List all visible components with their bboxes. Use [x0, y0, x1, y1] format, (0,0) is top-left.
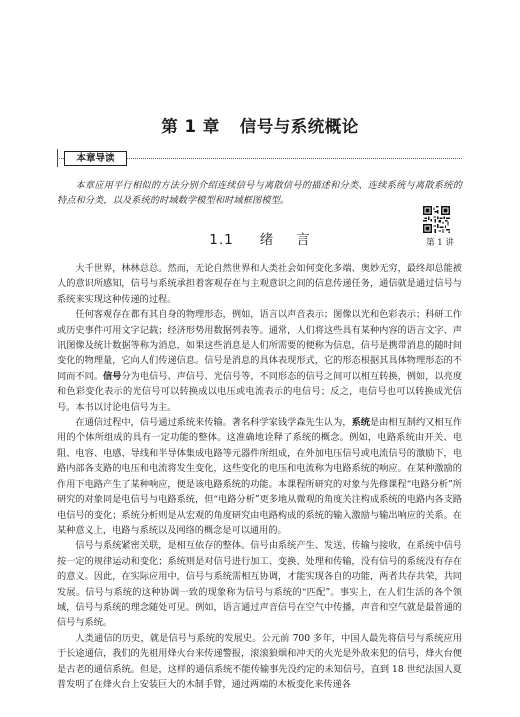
key-term: 信号 [103, 370, 122, 382]
chapter-title [0, 113, 520, 137]
chapter-guide-text: 本章应用平行相似的方法分别介绍连续信号与离散信号的描述和分类、连续系统与离散系统的特点和分类，以及系统的时域数学模型和时域框图模型。 [57, 180, 462, 206]
paragraph: 大千世界，林林总总。然而，无论自然世界和人类社会如何变化多端、奥妙无穷，最终却总能被人的意识所感知，信号与系统承担着客观存在与主观意识之间的信息传递任务，通信就是通过信号与系统来实现这种传递的过程。 [57, 263, 462, 305]
qr-lecture-label: 第 1 讲 [426, 238, 454, 248]
chapter-number: 第 1 章 [161, 117, 220, 136]
section-number: 1.1 [209, 232, 234, 248]
paragraph: 人类通信的历史，就是信号与系统的发展史。公元前 700 多年，中国人最先将信号与系统应用于长途通信，我们的先祖用烽火台来传递警报，滚滚狼烟和冲天的火光是外敌来犯的信号，烽火台便是古老的通信系统。但是，这样的通信系统不能传输事先没约定的未知信号，直到 18 世纪法国人夏普发明了在烽火台上安装巨大的木制手臂，通过两端的木板变化来传递各 [57, 632, 462, 690]
key-term: 系统 [351, 417, 370, 429]
chapter-guide-label: 本章导读 [64, 151, 127, 166]
chapter-name: 信号与系统概论 [239, 117, 359, 136]
section-title [0, 228, 520, 248]
paragraph: 信号与系统紧密关联，是相互依存的整体。信号由系统产生、发送、传输与接收，在系统中信号按一定的规律运动和变化；系统则是对信号进行加工、变换、处理和传输，没有信号的系统没有存在的意义。因此，在实际应用中，信号与系统需相互协调，才能实现各自的功能，两者共存共荣，共同发展。信号与系统的这种协调一致的现象称为信号与系统的“匹配”。事实上，在人们生活的各个领域，信号与系统的理念随处可见。例如，语言通过声音信号在空气中传播，声音和空气就是最普通的信号与系统。 [57, 540, 462, 629]
paragraph: 任何客观存在都有其自身的物理形态，例如，语言以声音表示；图像以光和色彩表示；科研工作或历史事件可用文字记载；经济形势用数据列表等。通常，人们将这些具有某种内容的语言文字、声讯图像及统计数据等称为消息，如果这些消息是人们所需要的便称为信息，信号是携带消息的随时间变化的物理量，它向人们传递信息。信号是消息的具体表现形式，它的形态根据其具体物理形态的不同而不同。信号分为电信号、声信号、光信号等，不同形态的信号之间可以相互转换，例如，以亮度和色彩变化表示的光信号可以转换成以电压或电流表示的电信号；反之，电信号也可以转换成光信号。本书以讨论电信号为主。 [57, 309, 463, 413]
paragraph: 在通信过程中，信号通过系统来传输。著名科学家钱学森先生认为，系统是由相互制约又相互作用的个体所组成的具有一定功能的整体。这准确地诠释了系统的概念。例如，电路系统由开关、电阻、电容、电感、导线和半导体集成电路等元器件所组成，在外加电压信号或电流信号的激励下，电路内部各支路的电压和电流将发生变化，这些变化的电压和电流称为电路系统的响应。在某种激励的作用下电路产生了某种响应，便是该电路系统的功能。本课程所研究的对象与先修课程“电路分析”所研究的对象同是电信号与电路系统，但“电路分析”更多地从微观的角度关注构成系统的电路内各支路电信号的变化；系统分析则是从宏观的角度研究由电路构成的系统的输入激励与输出响应的关系。在某种意义上，电路与系统以及网络的概念是可以通用的。 [57, 417, 463, 536]
section-title-part2: 言 [296, 232, 311, 248]
section-title-part1: 绪 [259, 232, 275, 248]
body-text [57, 261, 462, 692]
